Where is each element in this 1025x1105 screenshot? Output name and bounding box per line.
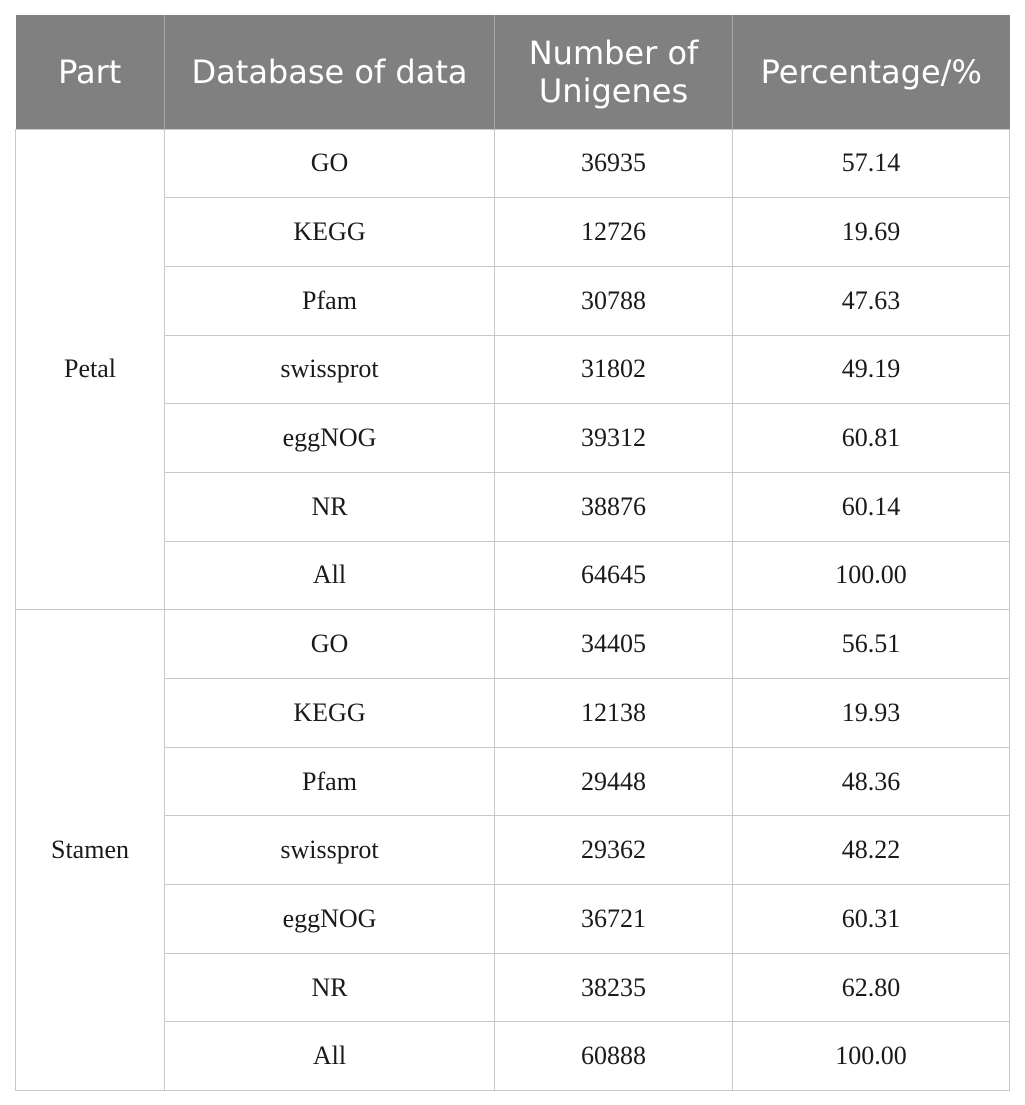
- number-cell: 38235: [495, 953, 733, 1022]
- table-row: [16, 266, 1010, 335]
- database-cell: NR: [165, 953, 495, 1022]
- table-row: [16, 198, 1010, 267]
- table-body: [16, 129, 1010, 1091]
- table-row: [16, 747, 1010, 816]
- database-cell: GO: [165, 610, 495, 679]
- header-number-of-unigenes: Number of Unigenes: [495, 15, 733, 129]
- number-cell: 29448: [495, 747, 733, 816]
- percentage-cell: 48.36: [733, 747, 1010, 816]
- table-row: [16, 541, 1010, 610]
- unigene-annotation-table: [15, 15, 1010, 1091]
- number-cell: 12138: [495, 679, 733, 748]
- number-cell: 34405: [495, 610, 733, 679]
- number-cell: 31802: [495, 335, 733, 404]
- database-cell: All: [165, 541, 495, 610]
- table-row: [16, 953, 1010, 1022]
- database-cell: eggNOG: [165, 404, 495, 473]
- percentage-cell: 60.14: [733, 472, 1010, 541]
- percentage-cell: 57.14: [733, 129, 1010, 198]
- percentage-cell: 62.80: [733, 953, 1010, 1022]
- number-cell: 60888: [495, 1022, 733, 1091]
- number-cell: 38876: [495, 472, 733, 541]
- part-cell: Petal: [16, 129, 165, 610]
- table-header: [16, 15, 1010, 129]
- table-row: [16, 885, 1010, 954]
- number-cell: 36935: [495, 129, 733, 198]
- number-cell: 39312: [495, 404, 733, 473]
- percentage-cell: 48.22: [733, 816, 1010, 885]
- table-row: [16, 472, 1010, 541]
- percentage-cell: 100.00: [733, 1022, 1010, 1091]
- database-cell: swissprot: [165, 816, 495, 885]
- percentage-cell: 100.00: [733, 541, 1010, 610]
- table-row: [16, 816, 1010, 885]
- database-cell: KEGG: [165, 679, 495, 748]
- database-cell: All: [165, 1022, 495, 1091]
- table-row: [16, 129, 1010, 198]
- database-cell: swissprot: [165, 335, 495, 404]
- percentage-cell: 56.51: [733, 610, 1010, 679]
- header-database: Database of data: [165, 15, 495, 129]
- percentage-cell: 19.69: [733, 198, 1010, 267]
- header-part: Part: [16, 15, 165, 129]
- database-cell: KEGG: [165, 198, 495, 267]
- number-cell: 29362: [495, 816, 733, 885]
- number-cell: 64645: [495, 541, 733, 610]
- header-percentage: Percentage/%: [733, 15, 1010, 129]
- percentage-cell: 47.63: [733, 266, 1010, 335]
- database-cell: eggNOG: [165, 885, 495, 954]
- percentage-cell: 19.93: [733, 679, 1010, 748]
- table-row: [16, 610, 1010, 679]
- percentage-cell: 60.81: [733, 404, 1010, 473]
- table-row: [16, 679, 1010, 748]
- table-row: [16, 335, 1010, 404]
- database-cell: Pfam: [165, 266, 495, 335]
- number-cell: 30788: [495, 266, 733, 335]
- number-cell: 12726: [495, 198, 733, 267]
- table-row: [16, 1022, 1010, 1091]
- database-cell: Pfam: [165, 747, 495, 816]
- header-row: [16, 15, 1010, 129]
- database-cell: GO: [165, 129, 495, 198]
- number-cell: 36721: [495, 885, 733, 954]
- table-row: [16, 404, 1010, 473]
- database-cell: NR: [165, 472, 495, 541]
- percentage-cell: 49.19: [733, 335, 1010, 404]
- percentage-cell: 60.31: [733, 885, 1010, 954]
- part-cell: Stamen: [16, 610, 165, 1091]
